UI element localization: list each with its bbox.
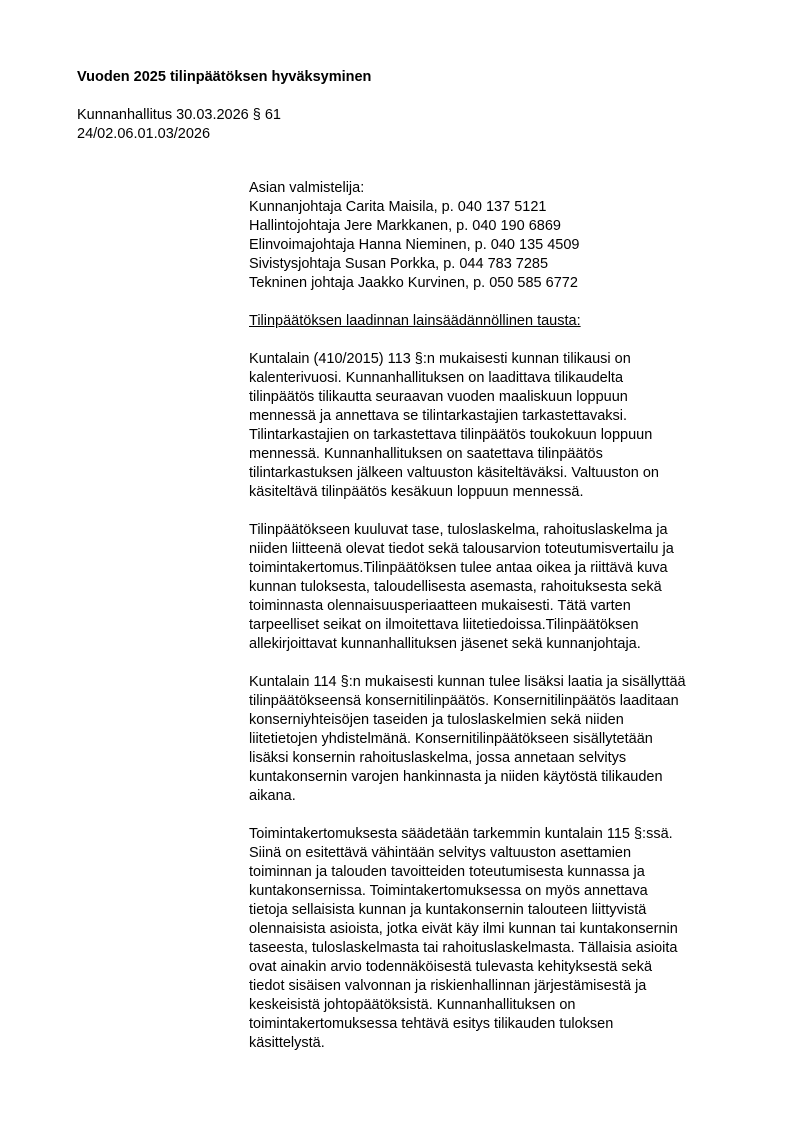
meeting-meta — [77, 106, 281, 144]
paragraph-line: toiminnan ja talouden tavoitteiden toteutumisesta kunnassa ja — [249, 864, 645, 880]
paragraph-line: allekirjoittavat kunnanhallituksen jäsenet sekä kunnanjohtaja. — [249, 636, 641, 652]
paragraph-line: ovat ainakin arvio todennäköisestä tulevasta kehityksestä sekä — [249, 959, 653, 975]
paragraph-line: kunnan tuloksesta, taloudellisesta asemasta, rahoituksesta sekä — [249, 579, 662, 595]
section-heading: Tilinpäätöksen laadinnan lainsäädännöllinen tausta: — [249, 313, 581, 329]
paragraph-line: Tilintarkastajien on tarkastettava tilinpäätös toukokuun loppuun — [249, 427, 653, 443]
paragraph-line: tiedot sisäisen valvonnan ja riskienhallinnan järjestämisestä ja — [249, 978, 647, 994]
paragraph-line: tarpeelliset seikat on ilmoitettava liitetiedoissa.Tilinpäätöksen — [249, 617, 639, 633]
paragraph-line: tilinpäätös tilikautta seuraavan vuoden maaliskuun loppuun — [249, 389, 628, 405]
paragraph-line: konserniyhteisöjen taseiden ja tuloslaskelmien sekä niiden — [249, 712, 624, 728]
paragraph-line: toiminnasta olennaisuusperiaatteen mukaisesti. Tätä varten — [249, 598, 631, 614]
paragraph-line: tilintarkastuksen jälkeen valtuuston käsiteltäväksi. Valtuuston on — [249, 465, 659, 481]
paragraph-line: keskeisistä johtopäätöksistä. Kunnanhallituksen on — [249, 997, 576, 1013]
paragraph-line: toimintakertomus.Tilinpäätöksen tulee antaa oikea ja riittävä kuva — [249, 560, 668, 576]
paragraph-line: Toimintakertomuksesta säädetään tarkemmin kuntalain 115 §:ssä. — [249, 826, 673, 842]
paragraph-line: niiden liitteenä olevat tiedot sekä talousarvion toteutumisvertailu ja — [249, 541, 674, 557]
document-body — [249, 179, 749, 1053]
paragraph-line: tietoja sellaisista kunnan ja kuntakonsernin talouteen liittyvistä — [249, 902, 647, 918]
paragraph-line: Tilinpäätökseen kuuluvat tase, tuloslaskelma, rahoituslaskelma ja — [249, 522, 668, 538]
meeting-line: Kunnanhallitus 30.03.2026 § 61 — [77, 107, 281, 123]
paragraph-line: käsittelystä. — [249, 1035, 325, 1051]
paragraph-line: lisäksi konsernin rahoituslaskelma, jossa annetaan selvitys — [249, 750, 627, 766]
preparers-heading: Asian valmistelija: — [249, 180, 365, 196]
paragraph-line: mennessä. Kunnanhallituksen on saatettava tilinpäätös — [249, 446, 603, 462]
document-title: Vuoden 2025 tilinpäätöksen hyväksyminen — [77, 69, 372, 85]
preparer-line: Hallintojohtaja Jere Markkanen, p. 040 190 6869 — [249, 218, 561, 234]
paragraph-line: taseesta, tuloslaskelmasta tai rahoituslaskelmasta. Tällaisia asioita — [249, 940, 678, 956]
preparer-line: Tekninen johtaja Jaakko Kurvinen, p. 050 585 6772 — [249, 275, 578, 291]
reference-number: 24/02.06.01.03/2026 — [77, 126, 211, 142]
preparer-line: Sivistysjohtaja Susan Porkka, p. 044 783 7285 — [249, 256, 549, 272]
preparers-block — [249, 179, 749, 293]
paragraph-3 — [249, 673, 749, 806]
preparer-line: Elinvoimajohtaja Hanna Nieminen, p. 040 135 4509 — [249, 237, 580, 253]
paragraph-line: mennessä ja annettava se tilintarkastajien tarkastettavaksi. — [249, 408, 628, 424]
paragraph-2 — [249, 521, 749, 654]
paragraph-4 — [249, 825, 749, 1053]
paragraph-line: Kuntalain 114 §:n mukaisesti kunnan tulee lisäksi laatia ja sisällyttää — [249, 674, 686, 690]
preparer-line: Kunnanjohtaja Carita Maisila, p. 040 137 5121 — [249, 199, 547, 215]
paragraph-line: liitetietojen yhdistelmänä. Konsernitilinpäätökseen sisällytetään — [249, 731, 653, 747]
paragraph-line: olennaisista asioista, jotka eivät käy ilmi kunnan tai kuntakonsernin — [249, 921, 678, 937]
paragraph-line: Kuntalain (410/2015) 113 §:n mukaisesti kunnan tilikausi on — [249, 351, 631, 367]
paragraph-line: kuntakonsernin varojen hankinnasta ja niiden käytöstä tilikauden — [249, 769, 663, 785]
paragraph-line: kalenterivuosi. Kunnanhallituksen on laadittava tilikaudelta — [249, 370, 624, 386]
paragraph-line: Siinä on esitettävä vähintään selvitys valtuuston asettamien — [249, 845, 632, 861]
paragraph-line: toimintakertomuksessa tehtävä esitys tilikauden tuloksen — [249, 1016, 614, 1032]
paragraph-1 — [249, 350, 749, 502]
paragraph-line: kuntakonsernissa. Toimintakertomuksessa on myös annettava — [249, 883, 648, 899]
paragraph-line: tilinpäätökseensä konsernitilinpäätös. Konsernitilinpäätös laaditaan — [249, 693, 679, 709]
paragraph-line: aikana. — [249, 788, 296, 804]
paragraph-line: käsiteltävä tilinpäätös kesäkuun loppuun mennessä. — [249, 484, 584, 500]
